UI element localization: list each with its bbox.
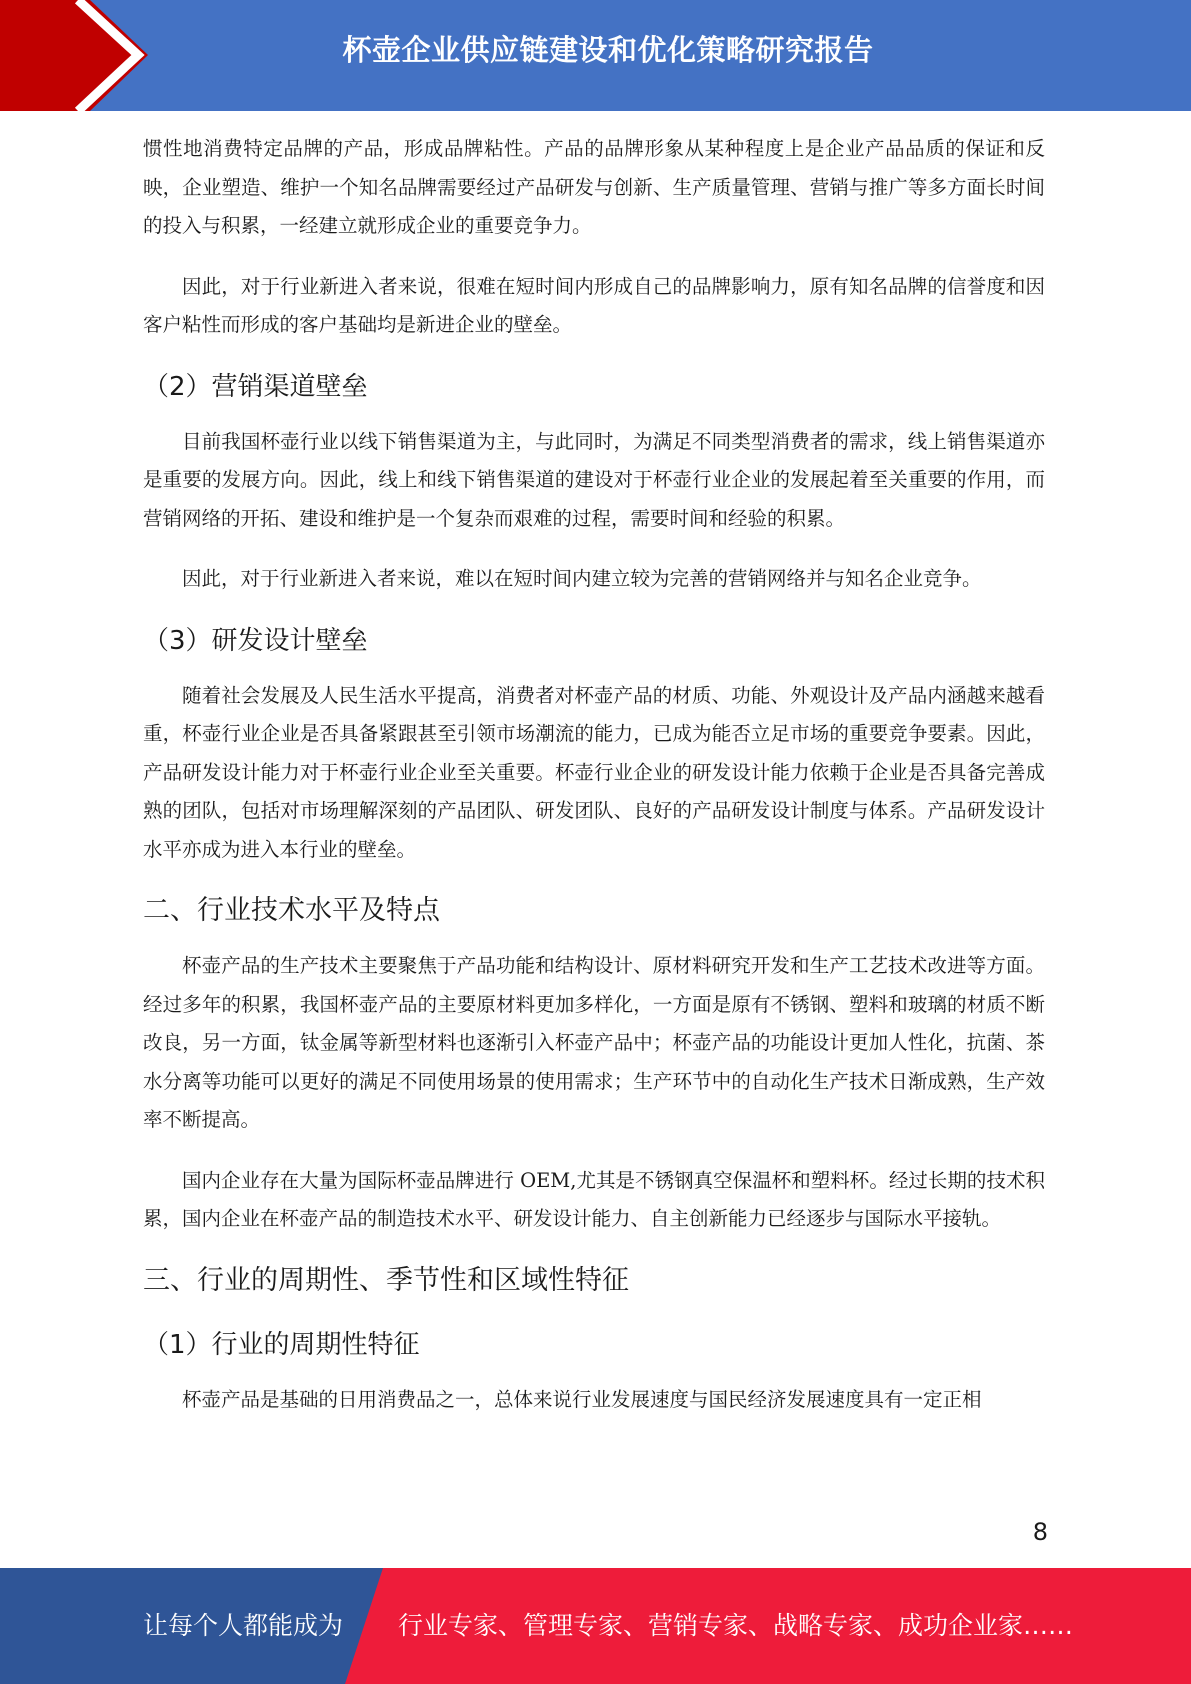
- paragraph-periodic-characteristics: 杯壶产品是基础的日用消费品之一，总体来说行业发展速度与国民经济发展速度具有一定正相: [182, 1387, 982, 1411]
- heading-rnd-design-barrier: （3）研发设计壁垒: [143, 625, 368, 656]
- paragraph-production-technology: 杯壶产品的生产技术主要聚焦于产品功能和结构设计、原材料研究开发和生产工艺技术改进等方面。经过多年的积累，我国杯壶产品的主要原材料更加多样化，一方面是原有不锈钢、塑料和玻璃的材质不断改良，另一方面，钛金属等新型材料也逐渐引入杯壶产品中；杯壶产品的功能设计更加人性化，抗菌、茶水分离等功能可以更好的满足不同使用场景的使用需求；生产环节中的自动化生产技术日渐成熟，生产效率不断提高。: [143, 954, 1045, 1131]
- page-header-banner: [0, 0, 1191, 111]
- paragraph-marketing-channels: 目前我国杯壶行业以线下销售渠道为主，与此同时，为满足不同类型消费者的需求，线上销售渠道亦是重要的发展方向。因此，线上和线下销售渠道的建设对于杯壶行业企业的发展起着至关重要的作用，而营销网络的开拓、建设和维护是一个复杂而艰难的过程，需要时间和经验的积累。: [143, 429, 1045, 530]
- paragraph-brand-barrier: 因此，对于行业新进入者来说，很难在短时间内形成自己的品牌影响力，原有知名品牌的信誉度和因客户粘性而形成的客户基础均是新进企业的壁垒。: [143, 274, 1045, 336]
- paragraph-brand-stickiness: 惯性地消费特定品牌的产品，形成品牌粘性。产品的品牌形象从某种程度上是企业产品品质的保证和反映，企业塑造、维护一个知名品牌需要经过产品研发与创新、生产质量管理、营销与推广等多方面长时间的投入与积累，一经建立就形成企业的重要竞争力。: [143, 137, 1045, 237]
- page-number: 8: [1032, 1518, 1048, 1546]
- report-title: 杯壶企业供应链建设和优化策略研究报告: [342, 33, 874, 67]
- page-footer-banner: [0, 1568, 1191, 1684]
- footer-slogan-right: 行业专家、管理专家、营销专家、战略专家、成功企业家……: [398, 1611, 1074, 1640]
- footer-slogan-left: 让每个人都能成为: [143, 1611, 344, 1640]
- paragraph-oem-technology: 国内企业存在大量为国际杯壶品牌进行 OEM,尤其是不锈钢真空保温杯和塑料杯。经过长期的技术积累，国内企业在杯壶产品的制造技术水平、研发设计能力、自主创新能力已经逐步与国际水平接轨。: [143, 1168, 1045, 1230]
- heading-cyclical-seasonal-regional: 三、行业的周期性、季节性和区域性特征: [143, 1264, 629, 1296]
- heading-technology-level: 二、行业技术水平及特点: [143, 895, 440, 926]
- paragraph-marketing-barrier: 因此，对于行业新进入者来说，难以在短时间内建立较为完善的营销网络并与知名企业竞争。: [182, 567, 982, 590]
- document-body: [143, 130, 1045, 1419]
- heading-marketing-channel-barrier: （2）营销渠道壁垒: [143, 371, 368, 402]
- heading-periodic-characteristics: （1）行业的周期性特征: [143, 1329, 420, 1360]
- paragraph-rnd-design: 随着社会发展及人民生活水平提高，消费者对杯壶产品的材质、功能、外观设计及产品内涵越来越看重，杯壶行业企业是否具备紧跟甚至引领市场潮流的能力，已成为能否立足市场的重要竞争要素。因此，产品研发设计能力对于杯壶行业企业至关重要。杯壶行业企业的研发设计能力依赖于企业是否具备完善成熟的团队，包括对市场理解深刻的产品团队、研发团队、良好的产品研发设计制度与体系。产品研发设计水平亦成为进入本行业的壁垒。: [143, 683, 1045, 861]
